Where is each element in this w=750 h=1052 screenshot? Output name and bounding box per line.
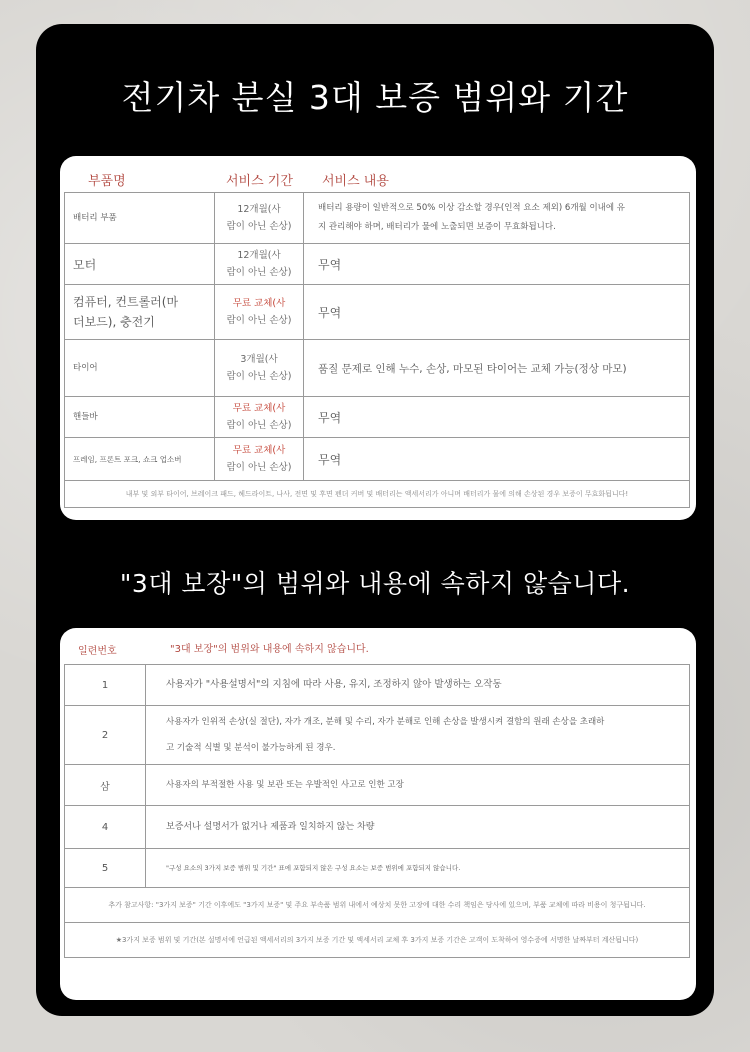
serial-cell: 4	[65, 806, 146, 848]
table1-header	[60, 166, 696, 192]
header-period: 서비스 기간	[226, 174, 293, 189]
table1-footnote: 내부 및 외부 타이어, 브레이크 패드, 헤드라이트, 나사, 전면 및 후면 펜더 커버 및 배터리는 액세서리가 아니며 배터리가 물에 의해 손상된 경우 보증이 무효화됩니다!	[65, 481, 689, 508]
table-row	[65, 340, 689, 397]
part-cell: 타이어	[65, 340, 215, 396]
table2-header	[60, 636, 696, 662]
part-cell: 핸들바	[65, 397, 215, 437]
period-cell	[215, 397, 304, 437]
content-cell: 무역	[318, 305, 342, 320]
section-title: "3대 보장"의 범위와 내용에 속하지 않습니다.	[119, 569, 631, 598]
period-rest: 람이 아닌 손상)	[226, 420, 292, 431]
period-rest: 람이 아닌 손상)	[226, 462, 292, 473]
serial-cell: 5	[65, 849, 146, 887]
content-cell: 품질 문제로 인해 누수, 손상, 마모된 타이어는 교체 가능(정상 마모)	[318, 362, 627, 375]
header-exclusions: "3대 보장"의 범위와 내용에 속하지 않습니다.	[170, 644, 369, 655]
content-cell: 배터리 용량이 일반적으로 50% 이상 감소할 경우(인적 요소 제외) 6개월 이내에 유 지 관리해야 하며, 배터리가 물에 노출되면 보증이 무효화됩니다.	[318, 203, 625, 232]
table-row	[65, 285, 689, 340]
part-cell: 배터리 부품	[65, 193, 215, 243]
header-content: 서비스 내용	[322, 174, 389, 189]
header-part: 부품명	[88, 174, 126, 189]
warranty-period-note: ★3가지 보증 범위 및 기간(본 설명서에 언급된 액세서리의 3가지 보증 기간 및 액세서리 교체 후 3가지 보증 기간은 고객이 도착하여 영수증에 서명한 날짜부터 계산됩니다)	[65, 923, 689, 958]
part-cell: 모터	[65, 244, 215, 284]
serial-cell: 2	[65, 706, 146, 764]
content-cell: 무역	[318, 410, 342, 425]
description-cell: 사용자의 부적절한 사용 및 보관 또는 우발적인 사고로 인한 고장	[166, 780, 404, 790]
main-panel	[36, 24, 714, 1016]
table-row	[65, 806, 689, 849]
period-cell: 12개월(사 람이 아닌 손상)	[215, 193, 304, 243]
period-red: 무료 교체(사	[232, 298, 286, 309]
exclusion-table	[64, 664, 690, 958]
table-row	[65, 706, 689, 765]
table-row	[65, 765, 689, 806]
additional-note: 추가 참고사항: "3가지 보증" 기간 이후에도 "3가지 보증" 및 주요 부속품 범위 내에서 예상치 못한 고장에 대한 수리 책임은 당사에 있으며, 부품 교체에 따라 비용이 청구됩니다.	[65, 888, 689, 923]
period-red: 무료 교체(사	[232, 403, 286, 414]
description-cell: "구성 요소의 3가지 보증 범위 및 기간" 표에 포함되지 않은 구성 요소는 보증 범위에 포함되지 않습니다.	[166, 864, 461, 872]
exclusion-table-card	[60, 628, 696, 1000]
content-cell: 무역	[318, 257, 342, 272]
table-row	[65, 397, 689, 438]
warranty-table	[64, 192, 690, 508]
period-cell	[215, 438, 304, 480]
period-cell	[215, 285, 304, 339]
period-red: 무료 교체(사	[232, 445, 286, 456]
table-row	[65, 665, 689, 706]
description-cell: 보증서나 설명서가 없거나 제품과 일치하지 않는 차량	[166, 822, 375, 832]
table-row	[65, 849, 689, 888]
serial-cell: 삼	[65, 765, 146, 805]
header-serial: 일련번호	[78, 646, 117, 657]
description-cell: 사용자가 인위적 손상(실 절단), 자가 개조, 분해 및 수리, 자가 분해로 인해 손상을 발생시켜 결함의 원래 손상을 초래하 고 기술적 식별 및 분석이 불가능하게 된 경우.	[166, 717, 605, 753]
period-cell: 12개월(사 람이 아닌 손상)	[215, 244, 304, 284]
period-rest: 람이 아닌 손상)	[226, 315, 292, 326]
description-cell: 사용자가 "사용설명서"의 지침에 따라 사용, 유지, 조정하지 않아 발생하는 오작동	[166, 679, 502, 690]
table-row	[65, 438, 689, 481]
content-cell: 무역	[318, 452, 342, 467]
part-cell: 프레임, 프론트 포크, 쇼크 업소버	[65, 438, 215, 480]
serial-cell: 1	[65, 665, 146, 705]
warranty-table-card	[60, 156, 696, 520]
table-row	[65, 244, 689, 285]
part-cell: 컴퓨터, 컨트롤러(마 더보드), 충전기	[65, 285, 215, 339]
table-row	[65, 193, 689, 244]
page-title: 전기차 분실 3대 보증 범위와 기간	[121, 78, 629, 117]
period-cell: 3개월(사 람이 아닌 손상)	[215, 340, 304, 396]
